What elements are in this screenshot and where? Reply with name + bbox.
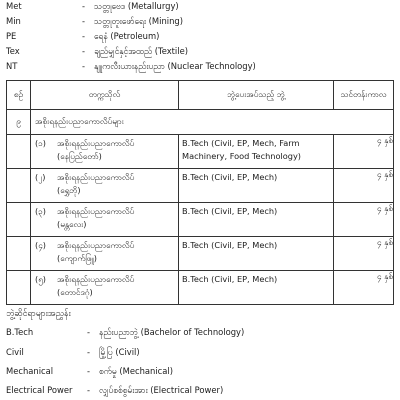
abbreviation-code: Electrical Power [6,385,73,395]
institution-location: (နေပြည်တော်) [57,151,102,161]
row-number-cell [7,203,31,237]
abbreviation-dash: - [87,366,91,376]
abbreviation-dash: - [82,16,86,26]
institution-name: အစိုးရနည်းပညာကောလိပ် [57,274,135,284]
degree-line: B.Tech (Civil, EP, Mech, Farm [182,138,300,148]
institution-cell [31,237,179,271]
abbreviation-code: Mechanical [6,366,54,376]
institution-cell [31,169,179,203]
abbreviation-description: လျှပ်စစ်စွမ်းအား (Electrical Power) [99,385,224,395]
institution-name: အစိုးရနည်းပညာကောလိပ် [57,206,135,216]
abbreviation-dash: - [82,61,86,71]
degree-cell [179,135,334,169]
abbreviation-description: သတ္တုဗေဒ (Metallurgy) [94,1,179,11]
abbreviation-dash: - [87,327,91,337]
degree-line: B.Tech (Civil, EP, Mech) [182,274,278,284]
table-row [7,135,394,169]
degree-line: Machinery, Food Technology) [182,151,301,161]
duration-cell: ၄ နှစ် [334,203,394,237]
abbreviation-dash: - [82,31,86,41]
row-number-cell [7,135,31,169]
group-title: အစိုးရနည်းပညာကောလိပ်များ [31,110,394,135]
duration-cell: ၄ နှစ် [334,169,394,203]
table-row [7,203,394,237]
degree-cell [179,237,334,271]
abbreviation-dash: - [82,1,86,11]
row-index: (၂) [35,172,46,182]
institution-name: အစိုးရနည်းပညာကောလိပ် [57,138,135,148]
degree-line: B.Tech (Civil, EP, Mech) [182,172,278,182]
degree-line: B.Tech (Civil, EP, Mech) [182,240,278,250]
abbreviations-heading: ဘွဲ့ဆိုင်ရာများအညွှန်း [6,309,71,319]
institution-location: (မန္တလေး) [57,219,87,229]
row-index: (၁) [35,138,46,148]
institution-name: အစိုးရနည်းပညာကောလိပ် [57,172,135,182]
abbreviation-description: မြို့ပြ (Civil) [99,347,140,357]
degree-cell [179,169,334,203]
degree-cell [179,271,334,305]
header-institution: တက္ကသိုလ် [31,81,179,110]
degree-line: B.Tech (Civil, EP, Mech) [182,206,278,216]
abbreviation-description: သတ္တုတူးဖော်ရေး (Mining) [94,16,184,26]
institution-cell [31,271,179,305]
degree-cell [179,203,334,237]
row-index: (၄) [35,240,46,250]
abbreviation-description: ချည်မျှင်နှင့်အထည် (Textile) [94,46,189,56]
abbreviation-dash: - [82,46,86,56]
table-row [7,271,394,305]
abbreviation-code: Met [6,1,22,11]
row-index: (၅) [35,274,46,284]
abbreviation-description: စက်မှု (Mechanical) [99,366,174,376]
institutions-table [6,80,394,305]
abbreviation-code: Tex [6,46,20,56]
abbreviation-code: B.Tech [6,327,34,337]
institution-location: (ကျောက်ဖြူ) [57,253,97,263]
abbreviation-code: Min [6,16,21,26]
institution-cell [31,135,179,169]
abbreviation-description: နျူကလီးယားနည်းပညာ (Nuclear Technology) [94,61,256,71]
abbreviation-code: NT [6,61,18,71]
abbreviation-description: ရေနံ (Petroleum) [94,31,160,41]
group-number: ၉ [7,110,31,135]
row-number-cell [7,169,31,203]
row-number-cell [7,271,31,305]
abbreviation-code: PE [6,31,17,41]
institution-location: (ရွှေဘို) [57,185,81,195]
table-header-row [7,81,394,110]
abbreviation-code: Civil [6,347,24,357]
header-no: စဉ် [7,81,31,110]
institution-name: အစိုးရနည်းပညာကောလိပ် [57,240,135,250]
abbreviation-dash: - [87,385,91,395]
table-row [7,169,394,203]
institution-cell [31,203,179,237]
header-duration: သင်တန်းကာလ [334,81,394,110]
duration-cell: ၄ နှစ် [334,237,394,271]
header-degrees: ဘွဲ့ပေးအပ်သည့် ဘွဲ့ [179,81,334,110]
abbreviation-description: နည်းပညာဘွဲ့ (Bachelor of Technology) [99,327,245,337]
row-number-cell [7,237,31,271]
abbreviation-dash: - [87,347,91,357]
duration-cell: ၄ နှစ် [334,271,394,305]
row-index: (၃) [35,206,46,216]
institution-location: (တောင်ဒဂုံ) [57,287,93,297]
table-row [7,237,394,271]
duration-cell: ၄ နှစ် [334,135,394,169]
group-row [7,110,394,135]
